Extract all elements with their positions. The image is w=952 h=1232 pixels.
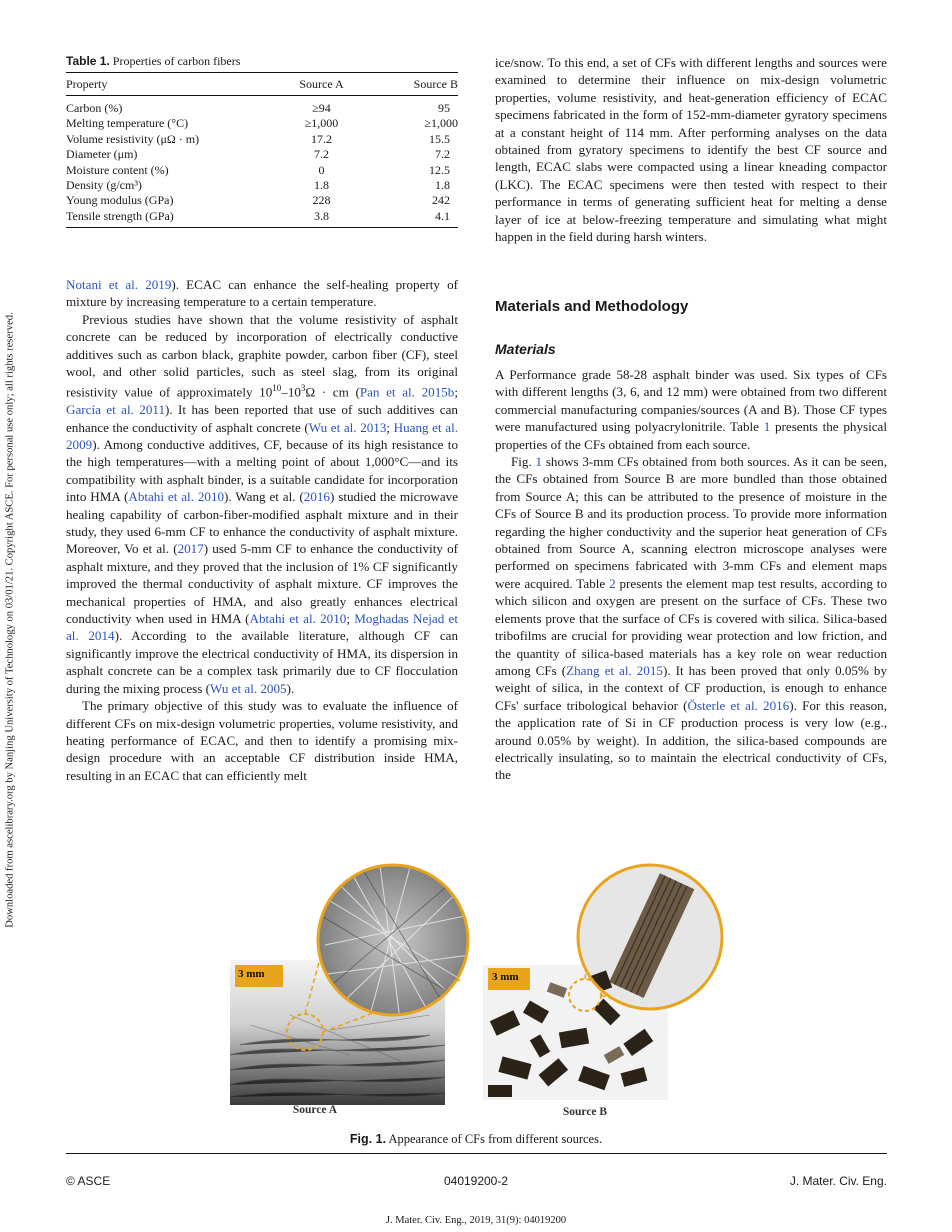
citation-link[interactable]: Zhang et al. 2015 xyxy=(566,662,663,678)
table-cell: 7.2 xyxy=(435,147,450,162)
table-caption-text: Properties of carbon fibers xyxy=(112,54,241,68)
table-cell: 242 xyxy=(432,193,450,208)
citation-link[interactable]: García et al. 2011 xyxy=(66,402,165,418)
text-run: ; xyxy=(346,611,355,627)
table-cell: 0 xyxy=(318,162,325,177)
table-row xyxy=(66,178,458,193)
table-header-row xyxy=(66,73,458,96)
left-column xyxy=(66,276,458,784)
text-run: ). It has been proved that only 0.05% by weight of silica, in the context of CF production, is enough to enhance CFs' surface tribological behavior ( xyxy=(495,662,887,713)
table-row xyxy=(66,193,458,208)
text-run: ). xyxy=(286,680,295,696)
text-run: ; xyxy=(386,419,394,435)
download-notice xyxy=(2,255,18,985)
text-run: presents the physical properties of the CFs obtained from each source. xyxy=(495,419,887,452)
citation-link[interactable]: Huang et al. 2009 xyxy=(66,419,458,453)
citation-link[interactable]: Österle et al. 2016 xyxy=(687,697,790,713)
table-cell: Density (g/cm³) xyxy=(66,178,142,193)
text-run: shows 3-mm CFs obtained from both sources. As it can be seen, the CFs obtained from Source B are more bundled than those obtained from Source A; this can be attributed to the presence of moisture in the CFs of Source B and its production process. To provide more information regarding the higher conductivity and the superior heat generation of CFs obtained from Source A, scanning electron microscope analyses were performed on specimens fabricated with 3-mm CFs and element maps were acquired. Table xyxy=(495,454,887,591)
citation-line: J. Mater. Civ. Eng., 2019, 31(9): 04019200 xyxy=(385,1215,567,1226)
table-cell: Melting temperature (°C) xyxy=(66,116,189,131)
table-cell: 1.8 xyxy=(435,178,450,193)
table-cell: ≥94 xyxy=(312,101,331,115)
right-column-top xyxy=(495,54,887,245)
superscript: 3 xyxy=(300,383,306,394)
paragraph xyxy=(495,366,887,453)
text-run: presents the element map test results, according to which silicon and oxygen are present on the surface of CFs. These two elements prove that the surface of CFs is covered with silica. Silica-based tribofilms are crucial for providing wear protection and low friction, and the quantity of silica-based materials has a key role on wear reduction among CFs ( xyxy=(495,575,887,678)
table-row xyxy=(66,209,458,228)
figure-caption-text: Appearance of CFs from different sources. xyxy=(388,1132,603,1146)
citation-link[interactable]: Wu et al. 2013 xyxy=(308,419,387,435)
table-cell: ≥1,000 xyxy=(304,116,339,131)
table-row xyxy=(66,163,458,178)
text-run: ). ECAC can enhance the self-healing property of mixture by increasing temperature to a certain temperature. xyxy=(66,277,459,310)
text-run: ) studied the microwave healing capability of carbon-fiber-modified asphalt mixture and in their study, they used 6-mm CF to enhance the conductivity of asphalt mixture. Moreover, Vo et al. ( xyxy=(66,489,459,557)
footer-left: © ASCE xyxy=(66,1174,111,1188)
text-run: Previous studies have shown that the volume resistivity of asphalt concrete can be reduced by incorporation of electrically conductive additives such as carbon black, graphite powder, carbon fiber (CF), steel wool, and other solid particles, such as steel slag, from its original resistivity value of approximately 10 xyxy=(66,311,458,400)
table-header: Source B xyxy=(367,73,458,96)
paragraph: The primary objective of this study was to evaluate the influence of different CFs on mix-design volumetric properties, volume resistivity, and heating performance of ECAC, and then to identify a promising mix-design procedure with an acceptable CF distribution inside HMA, resulting in an ECAC that can efficiently melt xyxy=(66,698,458,783)
table-header: Source A xyxy=(276,73,367,96)
table-cell: 3.8 xyxy=(276,209,367,228)
text-run: ). Among conductive additives, CF, because of its high resistance to the high temperatures—with a melting point of about 1,000°C—and its compatibility with asphalt binder, is a suitable candidate for incorporation into HMA ( xyxy=(66,437,458,505)
citation-link[interactable]: Pan et al. 2015b xyxy=(359,384,455,400)
scale-label-b: 3 mm xyxy=(492,971,519,983)
table-cell: 228 xyxy=(312,193,331,208)
table-cell: 17.2 xyxy=(311,131,332,146)
label-source-b: Source B xyxy=(562,1106,608,1118)
table-cell: 15.5 xyxy=(429,131,450,146)
table-link[interactable]: 1 xyxy=(763,419,771,435)
table-row xyxy=(66,116,458,131)
subsection-title: Materials xyxy=(495,341,556,357)
text-run: Fig. xyxy=(511,454,536,470)
table-cell: 4.1 xyxy=(367,209,458,228)
download-notice-text: Downloaded from ascelibrary.org by Nanjing University of Technology on 03/01/21. Copyright ASCE. For personal use only; all rights reserved. xyxy=(4,312,16,928)
citation-link[interactable]: 2017 xyxy=(177,541,204,557)
table-header: Property xyxy=(66,73,276,96)
table-row xyxy=(66,132,458,147)
text-run: ). According to the available literature, although CF can significantly improve the electrical conductivity of HMA, its dispersion in asphalt concrete can be a complex task primarily due to CF flocculation during the mixing process ( xyxy=(66,628,458,696)
table-cell: Tensile strength (GPa) xyxy=(66,209,276,228)
table-link[interactable]: 2 xyxy=(609,575,616,591)
figure-link[interactable]: 1 xyxy=(535,454,543,470)
table-caption xyxy=(66,54,240,69)
paragraph: ice/snow. To this end, a set of CFs with different lengths and sources were examined to determine their influence on mix-design volumetric properties, volume resistivity, and heat-generation efficiency of ECAC specimens fabricated in the form of 152-mm-diameter gyratory specimens at a constant height of 114 mm. After performing analyses on the data obtained from gyratory specimens to identify the best CF source and length, ECAC slabs were compacted using a linear kneading compactor (LKC). The ECAC specimens were then tested with respect to their performance in terms of generating sufficient heat for melting a dense layer of ice at below-freezing temperature and simulating what might happen in the field during harsh winters. xyxy=(495,55,887,245)
text-run: ). For this reason, the application rate of Si in CF production process is very low (e.g., around 0.05% by weight). In addition, the silica-based compounds are electrically insulating, so to maintain the electrical conductivity of CFs, the xyxy=(495,697,887,783)
paragraph xyxy=(66,311,458,697)
footer-center: 04019200-2 xyxy=(443,1174,509,1188)
table-cell: 95 xyxy=(438,101,450,115)
paragraph xyxy=(495,453,887,784)
table-cell: 1.8 xyxy=(314,178,329,193)
text-run: ). It has been reported that use of such additives can enhance the conductivity of asphalt concrete ( xyxy=(66,402,458,435)
section-title: Materials and Methodology xyxy=(495,298,689,315)
citation-link[interactable]: Moghadas Nejad et al. 2014 xyxy=(66,611,459,644)
citation-link[interactable]: 2016 xyxy=(303,489,330,505)
text-run: A Performance grade 58-28 asphalt binder was used. Six types of CFs with different lengths (3, 6, and 12 mm) were obtained from two different commercial manufacturing companies/sources (A and B). Those CF types were manufactured using polyacrylonitrile. Table xyxy=(495,367,887,435)
figure-label: Fig. 1. xyxy=(349,1132,387,1146)
properties-table xyxy=(66,72,458,228)
text-run: –10 xyxy=(281,384,301,400)
footer-right: J. Mater. Civ. Eng. xyxy=(789,1174,887,1188)
table-cell: Carbon (%) xyxy=(66,101,123,115)
table-cell: Young modulus (GPa) xyxy=(66,193,174,208)
text-run: ) used 5-mm CF to enhance the conductivity of asphalt mixture, and they proved that the inclusion of 1% CF significantly improved the thermal conductivity of asphalt mixture. CF improves the mechanical properties of HMA, and also greatly enhances electrical conductivity when used in HMA ( xyxy=(66,541,458,627)
table-cell: Moisture content (%) xyxy=(66,162,169,177)
text-run: Ω · cm ( xyxy=(305,384,360,400)
scale-label-a: 3 mm xyxy=(238,968,265,980)
figure-1 xyxy=(230,855,725,1120)
table-cell: Volume resistivity (μΩ · m) xyxy=(66,131,200,146)
table-row xyxy=(66,147,458,162)
figure-caption xyxy=(0,1132,952,1147)
text-run: ). Wang et al. ( xyxy=(224,489,304,505)
label-source-a: Source A xyxy=(292,1104,338,1116)
table-row xyxy=(66,96,458,117)
footer-rule xyxy=(66,1153,887,1154)
citation-link[interactable]: Abtahi et al. 2010 xyxy=(128,489,225,505)
citation-link[interactable]: Abtahi et al. 2010 xyxy=(249,611,347,627)
paragraph xyxy=(66,276,458,311)
superscript: 10 xyxy=(272,383,282,394)
table-label: Table 1. xyxy=(66,54,110,68)
right-column-bottom xyxy=(495,366,887,784)
text-run: ; xyxy=(454,384,458,400)
table-cell: 7.2 xyxy=(314,147,329,162)
citation-link[interactable]: Wu et al. 2005 xyxy=(210,680,287,696)
table-cell: ≥1,000 xyxy=(424,116,458,131)
citation-link[interactable]: Notani et al. 2019 xyxy=(66,277,172,292)
figure-graphic xyxy=(230,855,725,1120)
table-cell: 12.5 xyxy=(429,162,450,177)
table-cell: Diameter (μm) xyxy=(66,147,138,162)
